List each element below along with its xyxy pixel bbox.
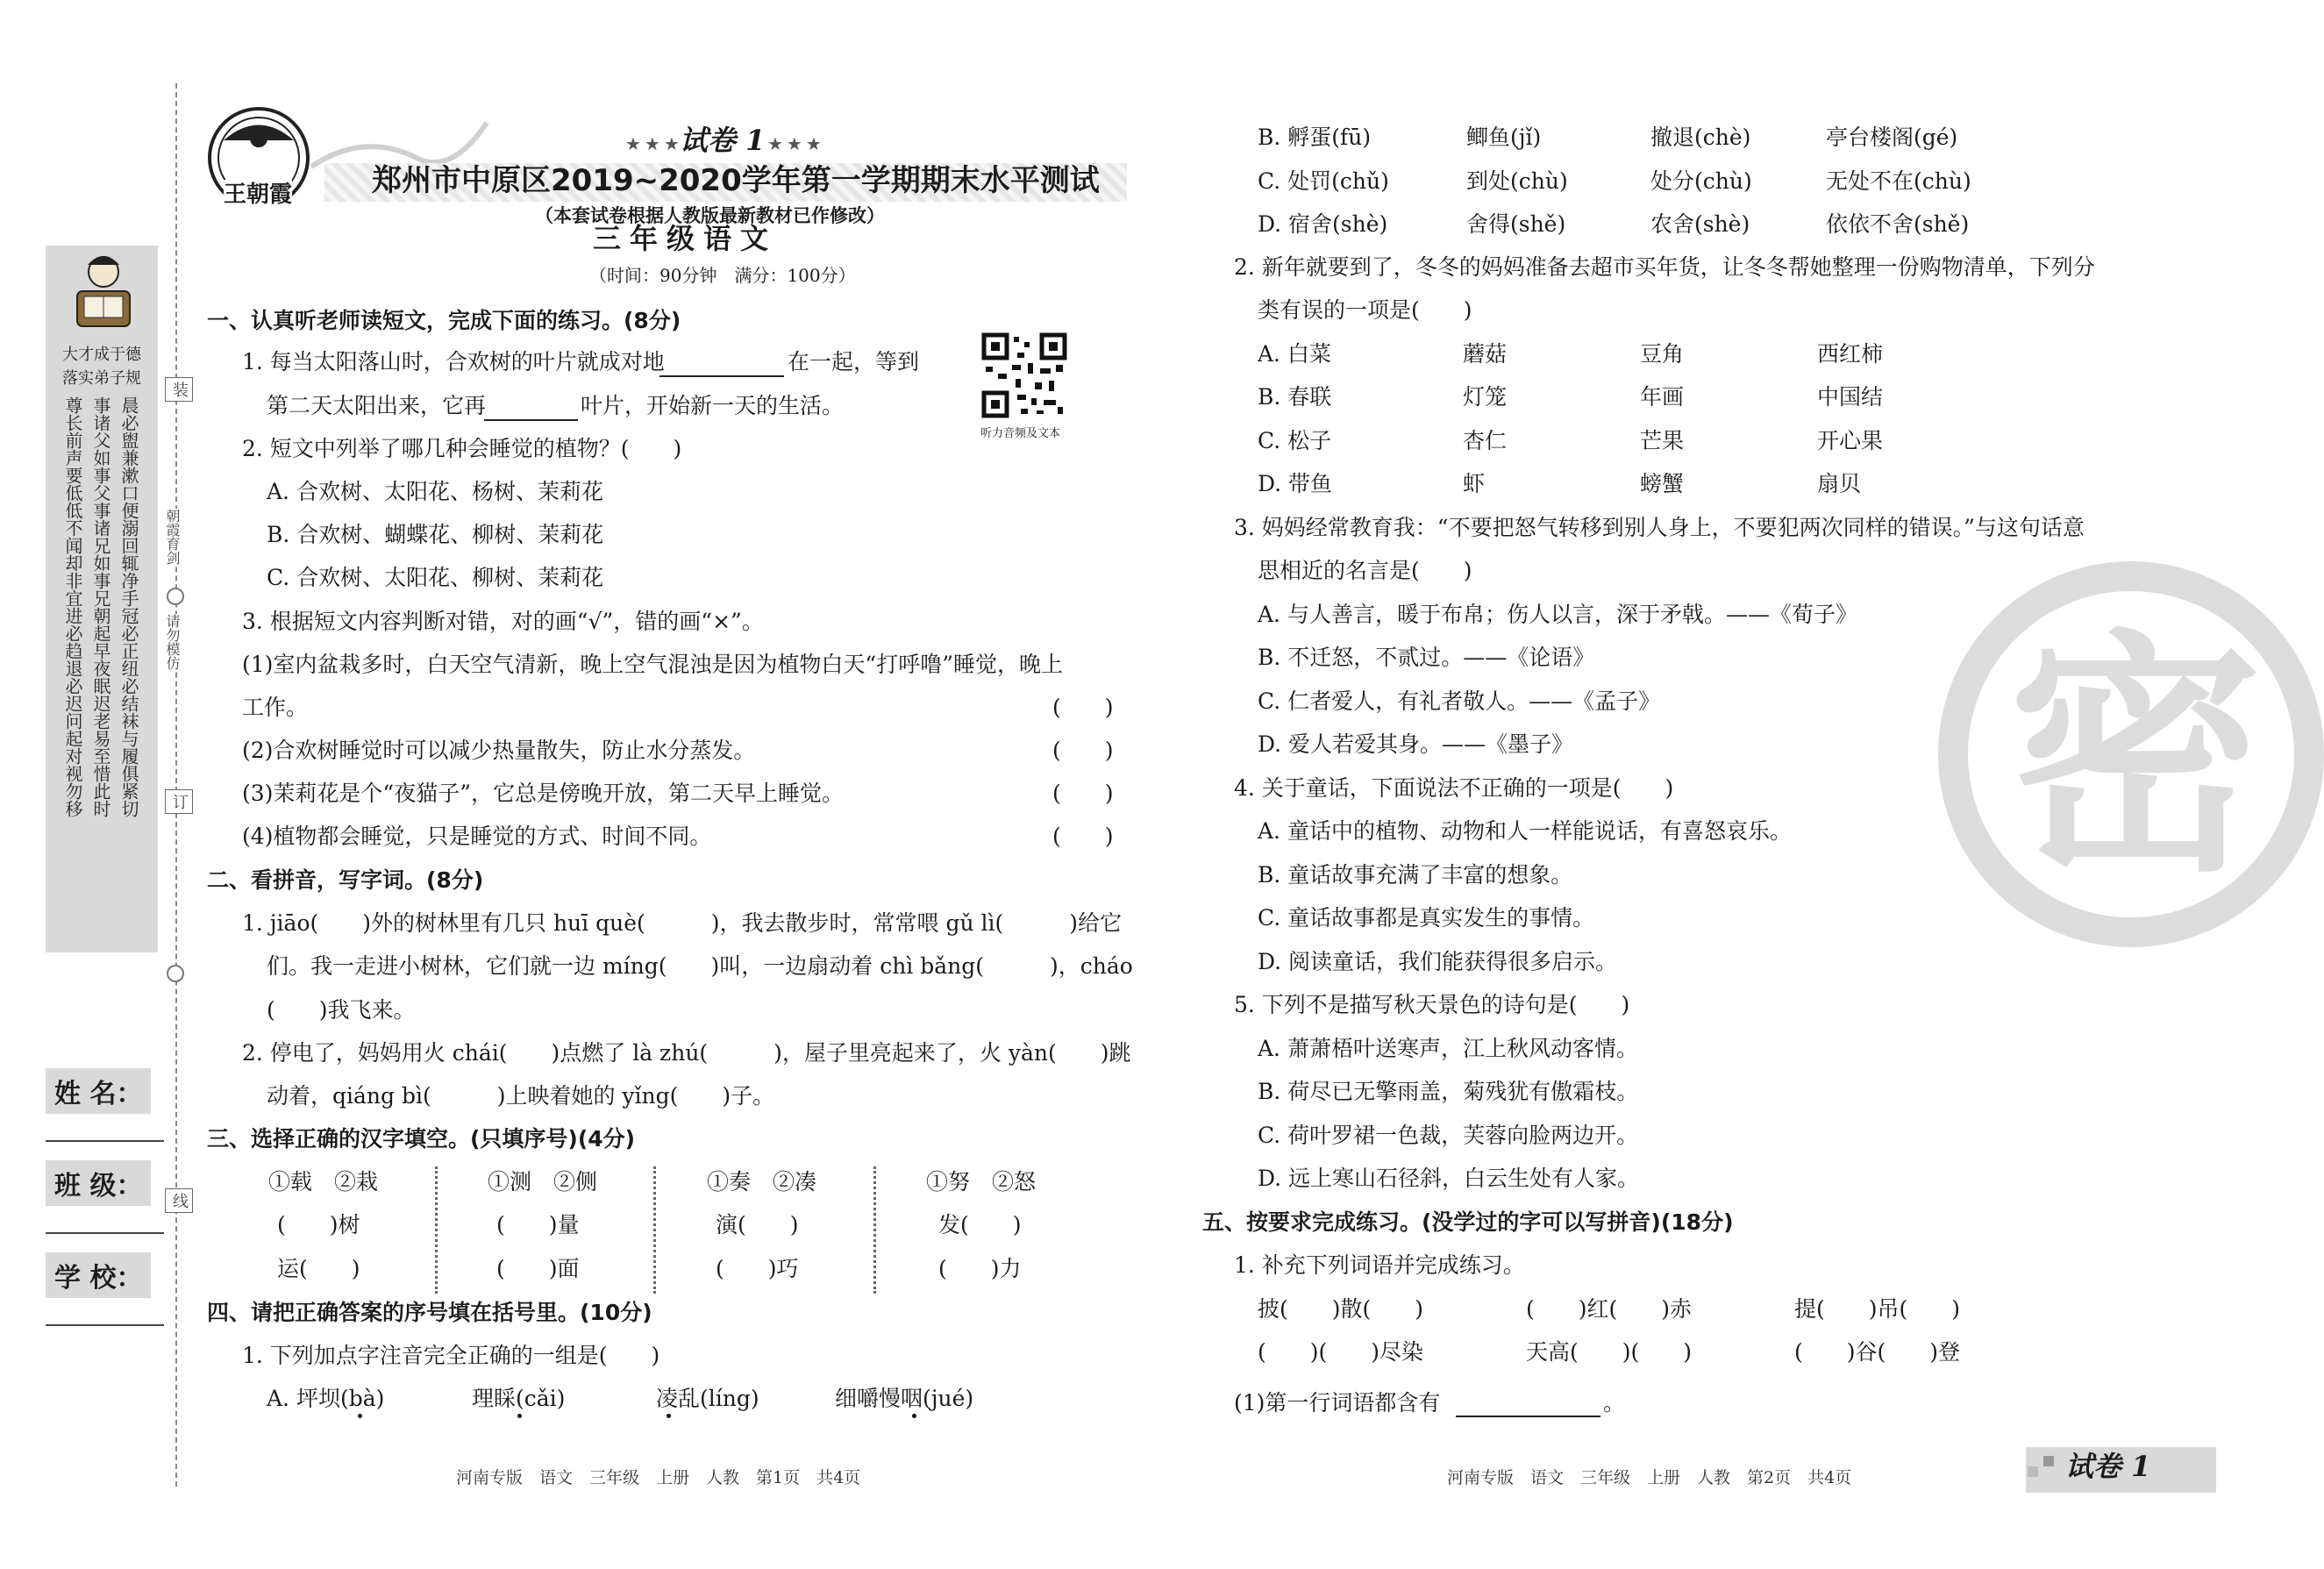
section-2-title: 二、看拼音，写字词。(8分) bbox=[207, 867, 484, 893]
s4-q1-b-4: 亭台楼阁(gé) bbox=[1826, 125, 1958, 150]
q3-text-a: 3. 妈妈经常教育我：“不要把怒气转移到别人身上，不要犯两次同样的错误。”与这句话意 bbox=[1234, 515, 2085, 540]
corner-paper-tag: 试卷 1 bbox=[2065, 1450, 2151, 1483]
s3-group-2-row-2: ( )面 bbox=[496, 1256, 580, 1281]
q2-c-1: C. 松子 bbox=[1258, 428, 1332, 453]
s3-group-1-row-1: ( )树 bbox=[277, 1212, 360, 1237]
s1-q2-option-a: A. 合欢树、太阳花、杨树、茉莉花 bbox=[267, 479, 603, 504]
s4-q1-b-1: B. 孵蛋(fū) bbox=[1258, 125, 1372, 150]
q4-text: 4. 关于童话，下面说法不正确的一项是( ) bbox=[1234, 775, 1674, 801]
emphasis-dot bbox=[912, 1414, 916, 1418]
q5-option-a: A. 萧萧梧叶送寒声，江上秋风动客情。 bbox=[1258, 1036, 1638, 1061]
s3-group-3-row-1: 演( ) bbox=[716, 1212, 799, 1237]
q4-option-c: C. 童话故事都是真实发生的事情。 bbox=[1258, 905, 1595, 931]
binding-line bbox=[175, 83, 177, 1487]
s1-q1-blank-1[interactable] bbox=[659, 353, 784, 377]
s3-group-2-options: ①测 ②侧 bbox=[488, 1169, 598, 1195]
s4-q1-a-3: 凌乱(líng) bbox=[656, 1386, 759, 1411]
s1-q3-item-1a: (1)室内盆栽多时，白天空气清新，晚上空气混浊是因为植物白天“打呼噜”睡觉，晚上 bbox=[242, 652, 1063, 677]
qr-caption: 听力音频及文本 bbox=[980, 427, 1061, 440]
s1-q1-blank-2[interactable] bbox=[484, 396, 578, 421]
s4-q1-d-4: 依依不舍(shě) bbox=[1826, 211, 1970, 237]
s3-group-4-options: ①努 ②怒 bbox=[926, 1169, 1037, 1195]
s5-sub1-blank[interactable] bbox=[1456, 1393, 1600, 1417]
q5-option-c: C. 荷叶罗裙一色裁，芙蓉向脸两边开。 bbox=[1258, 1123, 1639, 1148]
scholar-mascot-icon bbox=[46, 246, 158, 342]
s1-q2: 2. 短文中列举了哪几种会睡觉的植物？( ) bbox=[242, 436, 682, 461]
section-3-title: 三、选择正确的汉字填空。(只填序号)(4分) bbox=[207, 1126, 636, 1152]
star-deco-left: ★★★ bbox=[625, 133, 683, 154]
q2-a-3: 豆角 bbox=[1640, 341, 1685, 367]
vertical-mark-1: 朝霞育剑 bbox=[164, 509, 181, 565]
school-field[interactable] bbox=[46, 1324, 164, 1326]
emphasis-dot bbox=[358, 1414, 362, 1418]
s5-word-3: 提( )吊( ) bbox=[1794, 1296, 1961, 1322]
q3-option-d: D. 爱人若爱其身。——《墨子》 bbox=[1258, 731, 1574, 757]
q3-option-c: C. 仁者爱人，有礼者敬人。——《孟子》 bbox=[1258, 688, 1661, 714]
q2-b-3: 年画 bbox=[1640, 384, 1685, 410]
s2-line-4: 2. 停电了，妈妈用火 chái( )点燃了 là zhú( )，屋子里亮起来了，火 yàn( )跳 bbox=[242, 1040, 1131, 1066]
footer-page-1: 河南专版 语文 三年级 上册 人教 第1页 共4页 bbox=[456, 1468, 861, 1487]
motto-column-2: 事诸父如事父事诸兄如事兄朝起早夜眠迟老易至惜此时 bbox=[90, 396, 111, 817]
q4-option-d: D. 阅读童话，我们能获得很多启示。 bbox=[1258, 949, 1618, 974]
s5-sub-question-1: (1)第一行词语都含有 bbox=[1234, 1390, 1441, 1416]
mottos-panel bbox=[46, 391, 158, 952]
s3-group-1-options: ①载 ②栽 bbox=[268, 1169, 379, 1195]
s3-divider bbox=[873, 1166, 876, 1294]
binding-mark-ding: 订 bbox=[165, 789, 193, 814]
s5-word-6: ( )谷( )登 bbox=[1794, 1339, 1961, 1365]
q3-text-b: 思相近的名言是( ) bbox=[1258, 558, 1472, 583]
star-deco-right: ★★★ bbox=[767, 133, 825, 154]
s4-q1-b-3: 撤退(chè) bbox=[1650, 125, 1751, 150]
vertical-mark-2: 请勿模仿 bbox=[164, 614, 181, 670]
s2-line-1: 1. jiāo( )外的树林里有几只 huī què( )，我去散步时，常常喂 gǔ lì( )给它 bbox=[242, 910, 1123, 936]
s5-word-5: 天高( )( ) bbox=[1526, 1339, 1693, 1365]
s4-q1-c-2: 到处(chù) bbox=[1466, 168, 1568, 194]
s3-divider bbox=[653, 1166, 656, 1294]
s5-word-2: ( )红( )赤 bbox=[1526, 1296, 1693, 1322]
class-field[interactable] bbox=[46, 1232, 164, 1234]
s4-q1-d-3: 农舍(shè) bbox=[1650, 211, 1750, 237]
binding-hole-icon bbox=[167, 965, 184, 982]
answer-paren[interactable]: ( ) bbox=[1052, 824, 1114, 849]
s3-group-3-options: ①奏 ②凑 bbox=[707, 1169, 817, 1195]
section-4-title: 四、请把正确答案的序号填在括号里。(10分) bbox=[207, 1300, 652, 1325]
s4-q1: 1. 下列加点字注音完全正确的一组是( ) bbox=[242, 1343, 660, 1368]
q2-a-2: 蘑菇 bbox=[1463, 341, 1508, 367]
s3-divider bbox=[435, 1166, 438, 1294]
q2-b-1: B. 春联 bbox=[1258, 384, 1332, 410]
answer-paren[interactable]: ( ) bbox=[1052, 738, 1114, 763]
s1-q1-text-d: 叶片，开始新一天的生活。 bbox=[581, 393, 845, 418]
q2-c-4: 开心果 bbox=[1817, 428, 1884, 453]
q2-d-3: 螃蟹 bbox=[1640, 471, 1685, 496]
q2-d-4: 扇贝 bbox=[1817, 471, 1862, 496]
s3-group-2-row-1: ( )量 bbox=[496, 1212, 580, 1237]
s5-sub1-end: 。 bbox=[1603, 1390, 1626, 1416]
s4-q1-c-3: 处分(chù) bbox=[1650, 168, 1752, 194]
paper-tag: 试卷 1 bbox=[680, 124, 766, 157]
motto-column-1: 晨必盥兼漱口便溺回辄净手冠必正纽必结袜与履俱紧切 bbox=[118, 396, 139, 817]
s1-q1-text-a: 1. 每当太阳落山时，合欢树的叶片就成对地 bbox=[242, 349, 665, 374]
s4-q1-a-1: A. 坪坝(bà) bbox=[267, 1386, 385, 1411]
corner-deco-square bbox=[2028, 1466, 2038, 1477]
name-label: 姓 名： bbox=[46, 1068, 151, 1114]
s1-q1-text-b: 在一起，等到 bbox=[788, 349, 920, 374]
s1-q3-item-1b: 工作。 bbox=[242, 695, 309, 720]
motto-header-2: 落实弟子规 bbox=[46, 367, 158, 391]
s4-q1-d-2: 舍得(shě) bbox=[1466, 211, 1566, 237]
s1-q3: 3. 根据短文内容判断对错，对的画“√”，错的画“×”。 bbox=[242, 609, 764, 634]
s2-line-5: 动着，qiáng bì( )上映着她的 yǐng( )子。 bbox=[267, 1083, 775, 1109]
q2-b-4: 中国结 bbox=[1817, 384, 1884, 410]
q2-d-2: 虾 bbox=[1463, 471, 1486, 496]
s2-line-2: 们。我一走进小树林，它们就一边 míng( )叫，一边扇动着 chì bǎng( )，cháo bbox=[267, 953, 1133, 979]
school-label: 学 校： bbox=[46, 1252, 151, 1298]
s3-group-4-row-1: 发( ) bbox=[938, 1212, 1022, 1237]
s5-word-4: ( )( )尽染 bbox=[1258, 1339, 1424, 1365]
q2-a-4: 西红柿 bbox=[1817, 341, 1884, 367]
s4-q1-c-1: C. 处罚(chǔ) bbox=[1258, 168, 1389, 194]
qr-code-icon[interactable] bbox=[982, 333, 1066, 417]
name-field[interactable] bbox=[46, 1140, 164, 1142]
q2-c-2: 杏仁 bbox=[1463, 428, 1508, 453]
q2-d-1: D. 带鱼 bbox=[1258, 471, 1333, 496]
q3-option-b: B. 不迁怒，不贰过。——《论语》 bbox=[1258, 645, 1595, 670]
answer-paren[interactable]: ( ) bbox=[1052, 695, 1114, 720]
q2-b-2: 灯笼 bbox=[1463, 384, 1508, 410]
q4-option-b: B. 童话故事充满了丰富的想象。 bbox=[1258, 862, 1573, 888]
s1-q2-option-b: B. 合欢树、蝴蝶花、柳树、茉莉花 bbox=[267, 522, 604, 547]
s1-q3-item-4: (4)植物都会睡觉，只是睡觉的方式、时间不同。 bbox=[242, 824, 712, 849]
emphasis-dot bbox=[517, 1414, 522, 1418]
q4-option-a: A. 童话中的植物、动物和人一样能说话，有喜怒哀乐。 bbox=[1258, 818, 1792, 844]
s3-group-3-row-2: ( )巧 bbox=[716, 1256, 799, 1281]
section-5-title: 五、按要求完成练习。(没学过的字可以写拼音)(18分) bbox=[1202, 1209, 1734, 1235]
q2-a-1: A. 白菜 bbox=[1258, 341, 1331, 367]
logo-text: 王朝霞 bbox=[224, 182, 293, 208]
q3-option-a: A. 与人善言，暖于布帛；伤人以言，深于矛戟。——《荀子》 bbox=[1258, 602, 1857, 627]
motto-column-3: 尊长前声要低低不闻却非宜进必趋退必迟问起对视勿移 bbox=[62, 396, 83, 817]
s1-q2-option-c: C. 合欢树、太阳花、柳树、茉莉花 bbox=[267, 565, 604, 590]
s3-group-4-row-2: ( )力 bbox=[938, 1256, 1022, 1281]
binding-mark-zhuang: 装 bbox=[165, 377, 193, 402]
binding-mark-xian: 线 bbox=[165, 1188, 193, 1213]
s4-q1-b-2: 鲫鱼(jǐ) bbox=[1466, 125, 1542, 150]
q2-text-a: 2. 新年就要到了，冬冬的妈妈准备去超市买年货，让冬冬帮她整理一份购物清单，下列分 bbox=[1234, 254, 2095, 280]
s1-q3-item-3: (3)茉莉花是个“夜猫子”，它总是傍晚开放，第二天早上睡觉。 bbox=[242, 781, 844, 806]
q5-option-d: D. 远上寒山石径斜，白云生处有人家。 bbox=[1258, 1166, 1640, 1191]
s2-line-3: ( )我飞来。 bbox=[267, 997, 416, 1023]
q2-text-b: 类有误的一项是( ) bbox=[1258, 297, 1472, 323]
subject-title: 三年级语文 bbox=[593, 222, 778, 255]
s1-q3-item-2: (2)合欢树睡觉时可以减少热量散失，防止水分蒸发。 bbox=[242, 738, 756, 763]
motto-header-1: 大才成于德 bbox=[46, 342, 158, 368]
s4-q1-a-2: 理睬(cǎi) bbox=[472, 1386, 566, 1411]
emphasis-dot bbox=[667, 1414, 671, 1418]
footer-page-2: 河南专版 语文 三年级 上册 人教 第2页 共4页 bbox=[1447, 1468, 1852, 1487]
q5-text: 5. 下列不是描写秋天景色的诗句是( ) bbox=[1234, 992, 1630, 1017]
seal-character: 密 bbox=[2008, 610, 2263, 906]
exam-title: 郑州市中原区2019~2020学年第一学期期末水平测试 bbox=[372, 163, 1100, 198]
s1-q1-text-c: 第二天太阳出来，它再 bbox=[267, 393, 487, 418]
revision-note: （本套试卷根据人教版最新教材已作修改） bbox=[535, 204, 885, 226]
answer-paren[interactable]: ( ) bbox=[1052, 781, 1114, 806]
q5-option-b: B. 荷尽已无擎雨盖，菊残犹有傲霜枝。 bbox=[1258, 1079, 1639, 1104]
binding-hole-icon bbox=[167, 588, 184, 605]
time-info: （时间：90分钟 满分：100分） bbox=[589, 265, 856, 286]
s4-q1-d-1: D. 宿舍(shè) bbox=[1258, 211, 1388, 237]
s3-group-1-row-2: 运( ) bbox=[277, 1256, 360, 1281]
section-1-title: 一、认真听老师读短文，完成下面的练习。(8分) bbox=[207, 308, 681, 333]
s4-q1-c-4: 无处不在(chù) bbox=[1826, 168, 1971, 194]
class-label: 班 级： bbox=[46, 1160, 151, 1206]
s4-q1-a-4: 细嚼慢咽(jué) bbox=[835, 1386, 974, 1411]
s5-q1: 1. 补充下列词语并完成练习。 bbox=[1234, 1252, 1525, 1278]
s5-word-1: 披( )散( ) bbox=[1258, 1296, 1424, 1322]
q2-c-3: 芒果 bbox=[1640, 428, 1685, 453]
corner-deco-square bbox=[2043, 1456, 2054, 1466]
